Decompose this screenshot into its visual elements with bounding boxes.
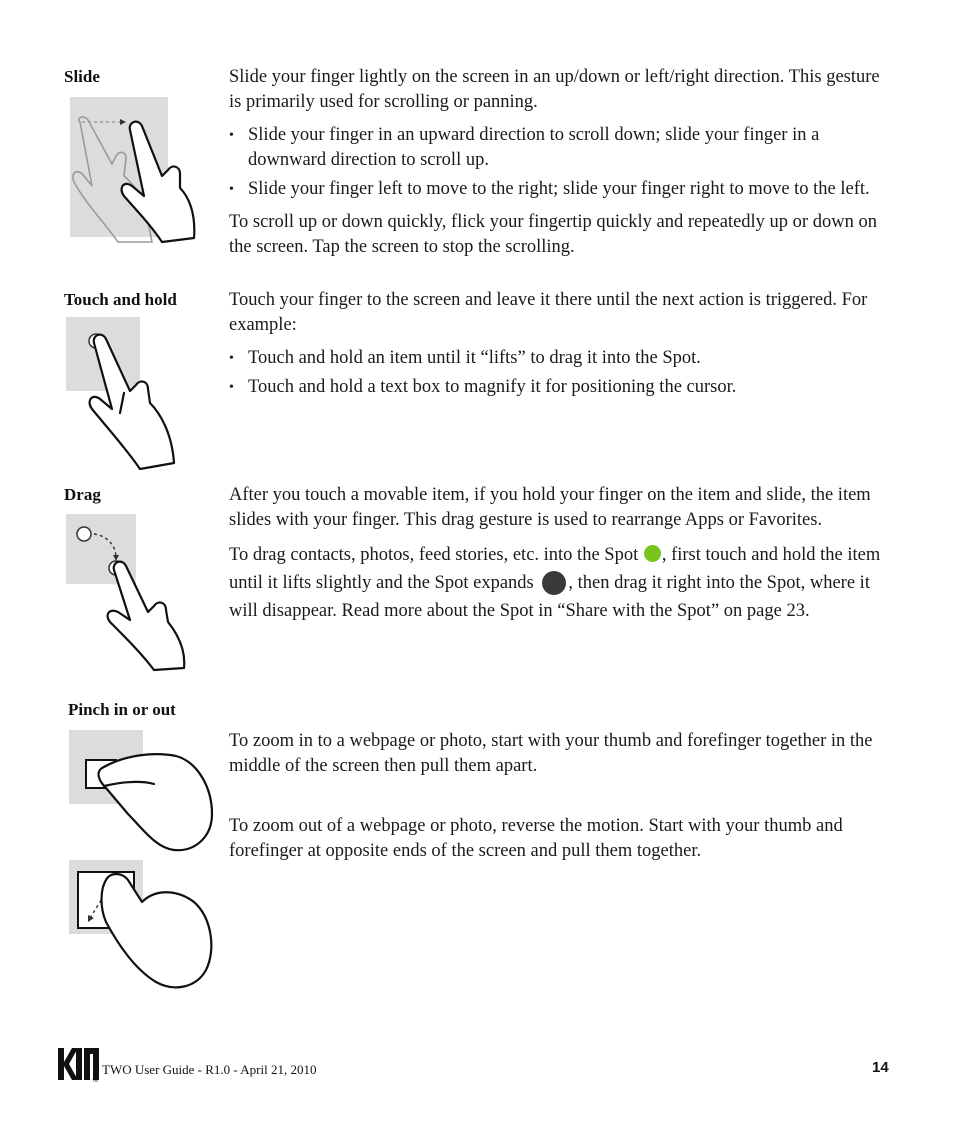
slide-outro: To scroll up or down quickly, flick your fingertip quickly and repeatedly up or down on the screen. Tap the screen to stop the scrolling. — [229, 212, 877, 257]
drag-paragraph-2 — [229, 541, 889, 625]
spot-green-icon — [644, 545, 661, 562]
touch-hold-heading: Touch and hold — [64, 290, 177, 309]
pinch-heading: Pinch in or out — [68, 700, 176, 719]
touch-hold-bullets — [229, 346, 889, 400]
touch-hold-gesture-illustration — [64, 313, 194, 473]
drag-paragraph-1: After you touch a movable item, if you hold your finger on the item and slide, the item slides with your finger. This drag gesture is used to rearrange Apps or Favorites. — [229, 485, 871, 530]
slide-heading: Slide — [64, 67, 100, 86]
pinch-out-gesture-illustration — [66, 728, 216, 858]
slide-text — [229, 65, 889, 268]
list-item: • Slide your finger left to move to the right; slide your finger right to move to the left. — [229, 177, 889, 202]
touch-hold-text — [229, 288, 889, 408]
zoom-out-paragraph: To zoom out of a webpage or photo, reverse the motion. Start with your thumb and forefinger at opposite ends of the screen and pull them together. — [229, 816, 843, 861]
pinch-text — [229, 729, 889, 872]
drag-p2-part-c: , then drag it right into the Spot, where it will disappear. Read more about the Spot in “Share with the Spot” on page 23. — [229, 573, 870, 621]
drag-text — [229, 483, 889, 633]
slide-intro: Slide your finger lightly on the screen in an up/down or left/right direction. This gesture is primarily used for scrolling or panning. — [229, 67, 880, 112]
drag-p2-part-b: , first touch and hold the item until it lifts slightly and the Spot expands — [229, 545, 881, 593]
slide-gesture-illustration — [64, 92, 204, 252]
slide-bullets — [229, 123, 889, 202]
page-number: 14 — [872, 1059, 889, 1076]
footer-guide-title: TWO User Guide - R1.0 - April 21, 2010 — [102, 1062, 317, 1077]
trademark-label: TM — [92, 1078, 98, 1082]
touch-hold-intro: Touch your finger to the screen and leave it there until the next action is triggered. For example: — [229, 290, 868, 335]
drag-heading: Drag — [64, 485, 101, 504]
spot-expanded-icon — [542, 571, 566, 595]
list-item: • Touch and hold an item until it “lifts” to drag it into the Spot. — [229, 346, 889, 371]
pinch-in-gesture-illustration — [66, 858, 216, 998]
list-item: • Slide your finger in an upward direction to scroll down; slide your finger in a downward direction to scroll up. — [229, 123, 889, 173]
drag-gesture-illustration — [64, 512, 194, 672]
kin-logo — [58, 1046, 102, 1082]
zoom-in-paragraph: To zoom in to a webpage or photo, start with your thumb and forefinger together in the middle of the screen then pull them apart. — [229, 731, 873, 776]
drag-p2-part-a: To drag contacts, photos, feed stories, etc. into the Spot — [229, 545, 643, 565]
list-item: • Touch and hold a text box to magnify it for positioning the cursor. — [229, 375, 889, 400]
